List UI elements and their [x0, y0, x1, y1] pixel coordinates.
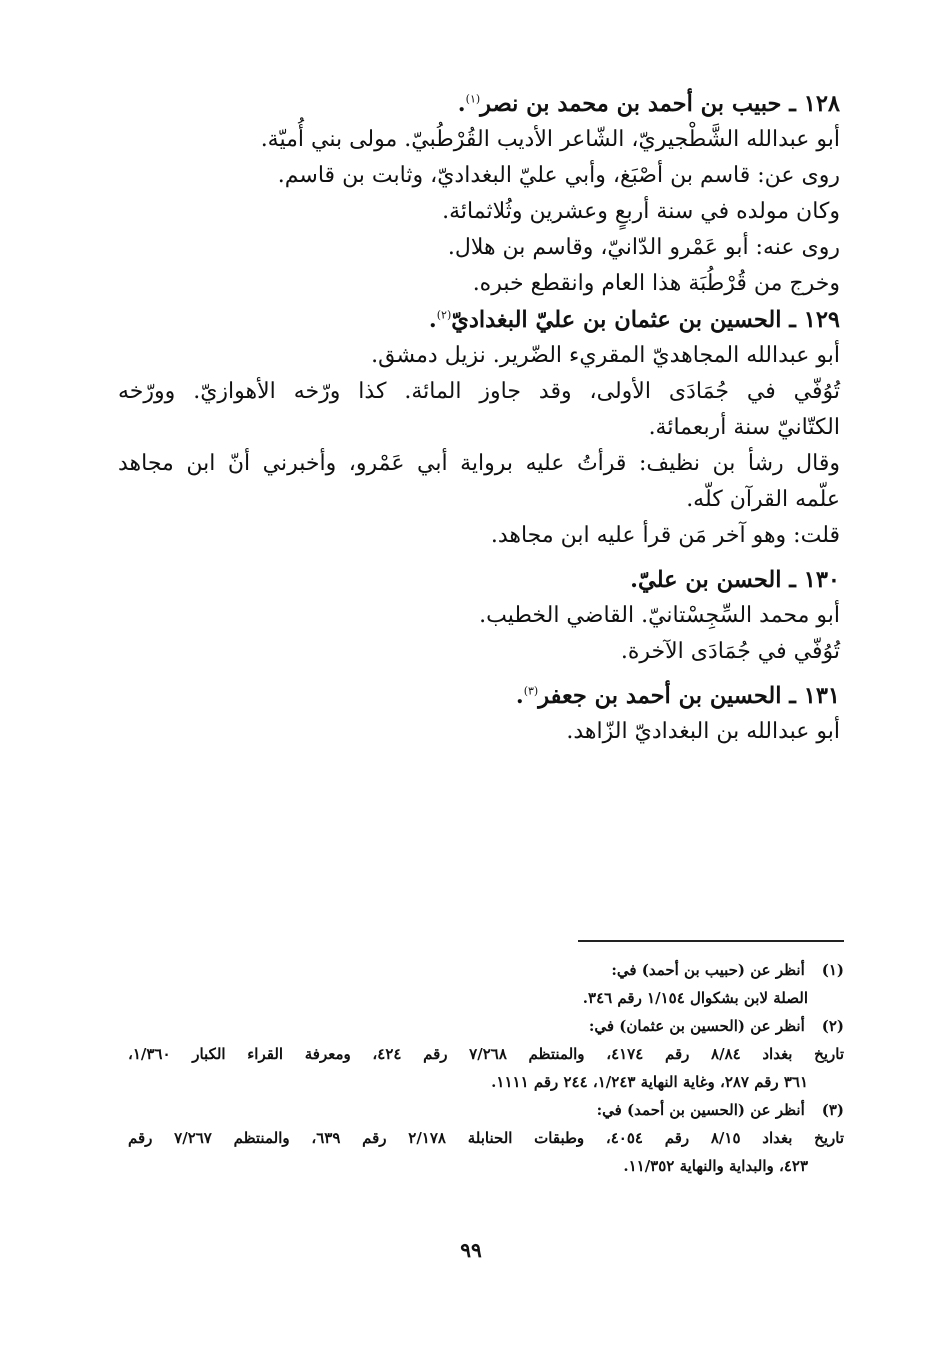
entry-line: أبو محمد السِّجِسْتانيّ. القاضي الخطيب. — [479, 603, 840, 628]
entry-line: تُوُفّي في جُمَادَى الآخرة. — [620, 639, 840, 664]
entry-line: وخرج من قُرْطُبَة هذا العام وانقطع خبره. — [472, 271, 840, 296]
footnote-line: ٤٢٣، والبداية والنهاية ١١/٣٥٢. — [623, 1157, 808, 1175]
entry-129 — [118, 302, 840, 554]
entry-title: ١٢٩ ـ الحسين بن عثمان بن عليّ البغداديّ$^{(٢)}$. — [428, 307, 840, 333]
footnote-number: (٣) — [821, 1101, 844, 1119]
main-text — [118, 86, 840, 750]
entry-128 — [118, 86, 840, 302]
footnote-head: أنظر عن (الحسين بن عثمان) في: — [588, 1017, 805, 1035]
footnote-head: أنظر عن (الحسين بن أحمد) في: — [596, 1101, 805, 1119]
entry-line: قلت: وهو آخر مَن قرأ عليه ابن مجاهد. — [490, 523, 840, 548]
entry-title: ١٣١ ـ الحسين بن أحمد بن جعفر$^{(٣)}$. — [515, 683, 840, 709]
entry-line: أبو عبدالله الشَّطْجيريّ، الشّاعر الأديب القُرْطُبيّ. مولى بني أُميّة. — [260, 127, 840, 152]
footnote-3 — [128, 1096, 844, 1180]
entry-title: ١٣٠ ـ الحسن بن عليّ. — [630, 567, 840, 593]
page-number: ٩٩ — [460, 1238, 482, 1262]
entry-line: روى عنه: أبو عَمْرو الدّانيّ، وقاسم بن هلال. — [447, 235, 840, 260]
footnote-head: أنظر عن (حبيب بن أحمد) في: — [611, 961, 805, 979]
footnote-line: تاريخ بغداد ٨/٨٤ رقم ٤١٧٤، والمنتظم ٧/٢٦٨ رقم ٤٢٤، ومعرفة القراء الكبار ١/٣٦٠، — [128, 1045, 844, 1063]
footnote-number: (١) — [821, 961, 844, 979]
entry-line: وقال رشأ بن نظيف: قرأتُ عليه برواية أبي عَمْرو، وأخبرني أنّ ابن مجاهد — [118, 451, 840, 476]
entry-130 — [118, 562, 840, 670]
entry-line: روى عن: قاسم بن أصْبَغ، وأبي عليّ البغداديّ، وثابت بن قاسم. — [277, 163, 840, 188]
entry-line: أبو عبدالله المجاهديّ المقريء الضّرير. نزيل دمشق. — [371, 343, 840, 368]
footnote-line: ٣٦١ رقم ٢٨٧، وغاية النهاية ١/٢٤٣، ٢٤٤ رقم ١١١١. — [491, 1073, 808, 1091]
entry-131 — [118, 678, 840, 750]
entry-line: تُوُفّي في جُمَادَى الأولى، وقد جاوز المائة. كذا ورّخه الأهوازيّ. وورّخه — [118, 379, 840, 404]
footnote-number: (٢) — [821, 1017, 844, 1035]
entry-line: علّمه القرآن كلّه. — [686, 487, 840, 512]
footnote-ref[interactable]: (١) — [465, 92, 481, 106]
footnote-ref[interactable]: (٢) — [436, 308, 452, 322]
footnotes — [128, 956, 844, 1180]
footnote-ref[interactable]: (٣) — [523, 684, 539, 698]
entry-line: الكتّانيّ سنة أربعمائة. — [648, 415, 840, 440]
entry-title: ١٢٨ ـ حبيب بن أحمد بن محمد بن نصر$^{(١)}$. — [457, 91, 840, 117]
footnote-line: تاريخ بغداد ٨/١٥ رقم ٤٠٥٤، وطبقات الحنابلة ٢/١٧٨ رقم ٦٣٩، والمنتظم ٧/٢٦٧ رقم — [128, 1129, 844, 1147]
entry-line: أبو عبدالله بن البغداديّ الزّاهد. — [566, 719, 840, 744]
footnote-separator — [578, 940, 844, 942]
footnote-1 — [128, 956, 844, 1012]
footnote-2 — [128, 1012, 844, 1096]
entry-line: وكان مولده في سنة أربعٍ وعشرين وثُلاثمائة. — [442, 199, 840, 224]
footnote-line: الصلة لابن بشكوال ١/١٥٤ رقم ٣٤٦. — [582, 989, 808, 1007]
